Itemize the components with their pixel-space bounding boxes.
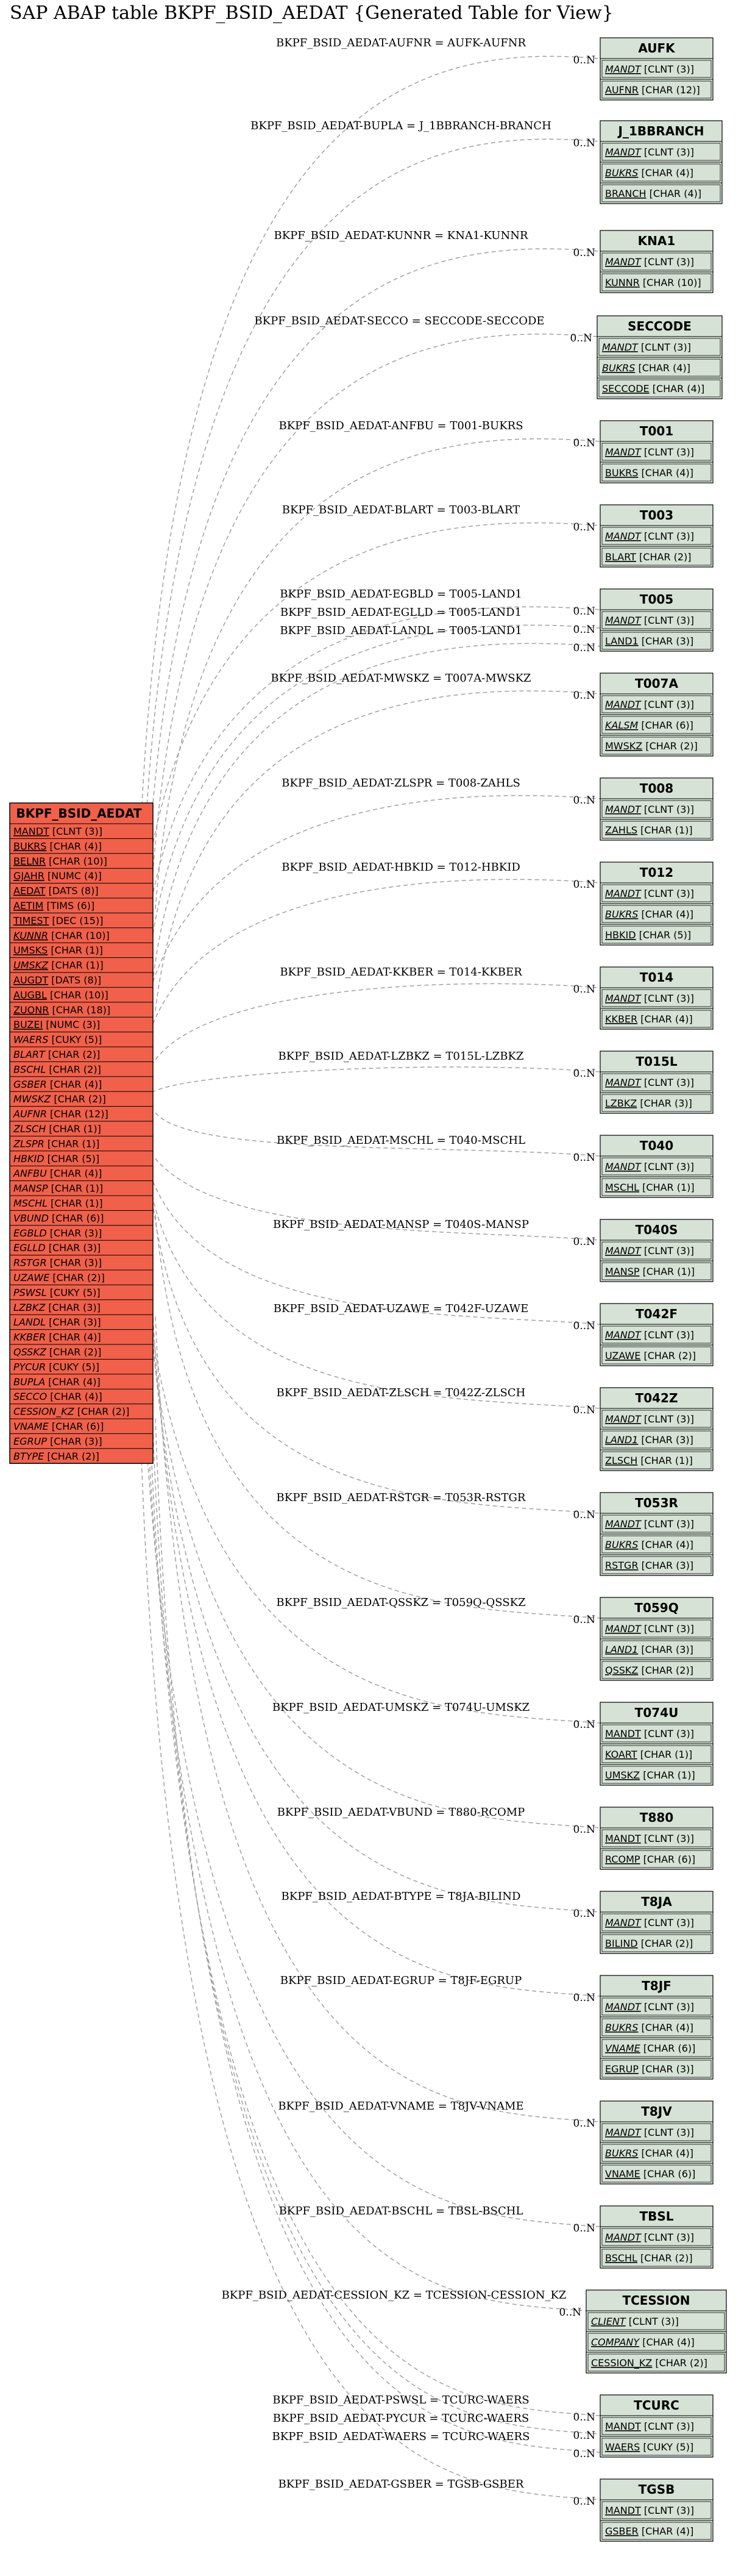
main-field-mschl: MSCHL [CHAR (1)]	[13, 1197, 103, 1209]
relation-label: BKPF_BSID_AEDAT-BLART = T003-BLART	[282, 504, 520, 516]
relation-label: BKPF_BSID_AEDAT-LANDL = T005-LAND1	[280, 624, 522, 637]
field-t012-bukrs: BUKRS [CHAR (4)]	[605, 908, 694, 920]
main-field-mandt: MANDT [CLNT (3)]	[13, 826, 102, 837]
table-tcurc	[600, 2395, 713, 2457]
main-field-umsks: UMSKS [CHAR (1)]	[13, 944, 103, 957]
table-title-j-1bbranch: J_1BBRANCH	[618, 124, 704, 138]
relation-edge	[148, 249, 600, 868]
table-title-tbsl: TBSL	[639, 2209, 674, 2224]
table-t014	[600, 967, 713, 1029]
field-t008-zahls: ZAHLS [CHAR (1)]	[605, 824, 693, 836]
cardinality-label: 0..N	[573, 605, 595, 618]
cardinality-label: 0..N	[573, 137, 595, 149]
main-field-mwskz: MWSKZ [CHAR (2)]	[13, 1093, 106, 1105]
table-title-kna1: KNA1	[637, 234, 676, 248]
field-tgsb-gsber: GSBER [CHAR (4)]	[605, 2525, 694, 2537]
field-tcurc-mandt: MANDT [CLNT (3)]	[605, 2421, 694, 2432]
cardinality-label: 0..N	[573, 2448, 595, 2460]
table-j-1bbranch	[600, 121, 722, 204]
main-field-uzawe: UZAWE [CHAR (2)]	[13, 1272, 105, 1283]
main-field-vname: VNAME [CHAR (6)]	[13, 1421, 104, 1432]
relation-label: BKPF_BSID_AEDAT-ZLSCH = T042Z-ZLSCH	[276, 1386, 526, 1399]
relation-edge	[152, 1194, 600, 1513]
field-tcession-client: CLIENT [CLNT (3)]	[591, 2316, 679, 2327]
cardinality-label: 0..N	[573, 2411, 595, 2424]
field-t040s-mandt: MANDT [CLNT (3)]	[605, 1245, 694, 1257]
field-t053r-bukrs: BUKRS [CHAR (4)]	[605, 1539, 694, 1550]
main-field-gsber: GSBER [CHAR (4)]	[13, 1078, 102, 1090]
relation-label: BKPF_BSID_AEDAT-SECCO = SECCODE-SECCODE	[254, 315, 545, 327]
field-t074u-umskz: UMSKZ [CHAR (1)]	[605, 1769, 695, 1781]
field-tgsb-mandt: MANDT [CLNT (3)]	[605, 2505, 694, 2516]
table-tgsb	[600, 2479, 713, 2541]
relation-edge	[152, 1398, 600, 2434]
table-seccode	[597, 316, 722, 399]
cardinality-label: 0..N	[573, 879, 595, 891]
cardinality-label: 0..N	[570, 332, 592, 344]
relation-label: BKPF_BSID_AEDAT-UMSKZ = T074U-UMSKZ	[272, 1701, 530, 1714]
relation-label: BKPF_BSID_AEDAT-EGLLD = T005-LAND1	[280, 606, 522, 619]
main-field-egbld: EGBLD [CHAR (3)]	[13, 1227, 102, 1239]
table-title-t014: T014	[639, 970, 674, 985]
cardinality-label: 0..N	[573, 521, 595, 533]
cardinality-label: 0..N	[573, 2496, 595, 2508]
field-t8jv-vname: VNAME [CHAR (6)]	[605, 2168, 696, 2180]
field-tcession-company: COMPANY [CHAR (4)]	[591, 2336, 695, 2348]
main-field-landl: LANDL [CHAR (3)]	[13, 1316, 101, 1329]
main-field-buzei: BUZEI [NUMC (3)]	[13, 1019, 101, 1031]
field-j-1bbranch-bukrs: BUKRS [CHAR (4)]	[605, 167, 694, 179]
field-kna1-kunnr: KUNNR [CHAR (10)]	[605, 277, 701, 288]
field-t053r-mandt: MANDT [CLNT (3)]	[605, 1518, 694, 1530]
cardinality-label: 0..N	[573, 794, 595, 807]
table-title-t008: T008	[639, 781, 674, 796]
main-field-egrup: EGRUP [CHAR (3)]	[13, 1435, 102, 1447]
main-field-pswsl: PSWSL [CUKY (5)]	[13, 1286, 101, 1299]
table-title-tgsb: TGSB	[638, 2482, 675, 2497]
relation-edge	[152, 643, 600, 990]
main-field-bukrs: BUKRS [CHAR (4)]	[13, 840, 102, 852]
cardinality-label: 0..N	[573, 2430, 595, 2442]
relation-edge	[144, 139, 600, 847]
field-t014-kkber: KKBER [CHAR (4)]	[605, 1013, 693, 1025]
field-t040s-mansp: MANSP [CHAR (1)]	[605, 1266, 695, 1277]
main-field-cession-kz: CESSION_KZ [CHAR (2)]	[13, 1405, 130, 1418]
cardinality-label: 0..N	[573, 624, 595, 636]
relation-label: BKPF_BSID_AEDAT-BUPLA = J_1BBRANCH-BRANCH	[250, 120, 551, 132]
field-t014-mandt: MANDT [CLNT (3)]	[605, 993, 694, 1004]
main-table	[10, 803, 153, 1463]
table-title-seccode: SECCODE	[628, 319, 692, 334]
table-t8jv	[600, 2101, 713, 2184]
field-t015l-lzbkz: LZBKZ [CHAR (3)]	[605, 1097, 692, 1109]
relation-label: BKPF_BSID_AEDAT-WAERS = TCURC-WAERS	[272, 2430, 530, 2443]
relation-labels	[222, 37, 596, 2508]
field-t880-rcomp: RCOMP [CHAR (6)]	[605, 1854, 696, 1865]
table-t042z	[600, 1388, 713, 1471]
table-t040	[600, 1135, 713, 1197]
field-j-1bbranch-branch: BRANCH [CHAR (4)]	[605, 188, 702, 199]
field-t8jf-vname: VNAME [CHAR (6)]	[605, 2043, 696, 2054]
main-field-bupla: BUPLA [CHAR (4)]	[13, 1375, 101, 1388]
relation-label: BKPF_BSID_AEDAT-MSCHL = T040-MSCHL	[276, 1134, 526, 1147]
table-title-tcession: TCESSION	[622, 2293, 690, 2308]
main-table-title: BKPF_BSID_AEDAT	[16, 806, 142, 821]
field-t007a-mwskz: MWSKZ [CHAR (2)]	[605, 740, 698, 752]
field-t040-mschl: MSCHL [CHAR (1)]	[605, 1182, 695, 1193]
table-t007a	[600, 673, 713, 756]
field-t015l-mandt: MANDT [CLNT (3)]	[605, 1077, 694, 1088]
main-field-gjahr: GJAHR [NUMC (4)]	[13, 870, 102, 882]
table-t059q	[600, 1597, 713, 1680]
field-tbsl-bschl: BSCHL [CHAR (2)]	[605, 2252, 693, 2264]
relation-edge	[152, 1067, 600, 1093]
main-field-umskz: UMSKZ [CHAR (1)]	[13, 959, 104, 971]
main-field-secco: SECCO [CHAR (4)]	[13, 1391, 102, 1403]
field-aufk-mandt: MANDT [CLNT (3)]	[605, 63, 694, 75]
main-field-pycur: PYCUR [CUKY (5)]	[13, 1361, 100, 1373]
table-title-t8jf: T8JF	[642, 1978, 671, 1993]
main-field-eglld: EGLLD [CHAR (3)]	[13, 1242, 101, 1254]
cardinality-label: 0..N	[573, 1992, 595, 2004]
table-t008	[600, 778, 713, 840]
main-field-augbl: AUGBL [CHAR (10)]	[13, 989, 108, 1001]
field-t059q-qsskz: QSSKZ [CHAR (2)]	[605, 1664, 693, 1676]
field-t005-mandt: MANDT [CLNT (3)]	[605, 615, 694, 626]
table-title-t074u: T074U	[634, 1705, 679, 1720]
table-t8jf	[600, 1975, 713, 2079]
relation-label: BKPF_BSID_AEDAT-HBKID = T012-HBKID	[282, 861, 520, 874]
field-t042z-land1: LAND1 [CHAR (3)]	[605, 1434, 693, 1446]
field-t042z-zlsch: ZLSCH [CHAR (1)]	[605, 1455, 693, 1466]
relation-label: BKPF_BSID_AEDAT-RSTGR = T053R-RSTGR	[276, 1491, 526, 1504]
cardinality-label: 0..N	[573, 642, 595, 654]
cardinality-label: 0..N	[573, 1824, 595, 1836]
field-aufk-aufnr: AUFNR [CHAR (12)]	[605, 84, 700, 96]
field-seccode-bukrs: BUKRS [CHAR (4)]	[602, 362, 691, 374]
relation-edge	[155, 1215, 600, 1618]
field-t008-mandt: MANDT [CLNT (3)]	[605, 804, 694, 815]
field-t059q-mandt: MANDT [CLNT (3)]	[605, 1623, 694, 1635]
field-t059q-land1: LAND1 [CHAR (3)]	[605, 1644, 693, 1655]
relation-edge	[141, 1337, 600, 2227]
cardinality-label: 0..N	[559, 2307, 581, 2319]
relation-label: BKPF_BSID_AEDAT-UZAWE = T042F-UZAWE	[273, 1302, 529, 1315]
table-t003	[600, 505, 713, 567]
relation-label: BKPF_BSID_AEDAT-BSCHL = TBSL-BSCHL	[278, 2205, 523, 2217]
relation-label: BKPF_BSID_AEDAT-AUFNR = AUFK-AUFNR	[275, 37, 526, 49]
cardinality-label: 0..N	[573, 54, 595, 66]
table-title-t003: T003	[639, 508, 674, 523]
table-t005	[600, 589, 713, 651]
field-t8jv-bukrs: BUKRS [CHAR (4)]	[605, 2147, 694, 2159]
relation-edge	[144, 1255, 600, 1828]
table-t015l	[600, 1051, 713, 1113]
table-title-t8jv: T8JV	[641, 2104, 672, 2119]
relation-label: BKPF_BSID_AEDAT-ANFBU = T001-BUKRS	[278, 419, 523, 432]
table-aufk	[600, 38, 713, 100]
relation-label: BKPF_BSID_AEDAT-CESSION_KZ = TCESSION-CESSION_KZ	[221, 2289, 567, 2302]
field-t8ja-bilind: BILIND [CHAR (2)]	[605, 1938, 693, 1949]
main-field-btype: BTYPE [CHAR (2)]	[13, 1450, 99, 1462]
diagram-title: SAP ABAP table BKPF_BSID_AEDAT {Generated Table for View}	[10, 2, 614, 24]
relation-edge	[148, 1174, 600, 1408]
cardinality-label: 0..N	[573, 983, 595, 996]
main-field-aufnr: AUFNR [CHAR (12)]	[13, 1108, 108, 1120]
table-title-t880: T880	[639, 1810, 674, 1825]
main-field-anfbu: ANFBU [CHAR (4)]	[13, 1168, 102, 1180]
main-field-zlsch: ZLSCH [CHAR (1)]	[13, 1123, 101, 1135]
table-tbsl	[600, 2206, 713, 2268]
main-field-kkber: KKBER [CHAR (4)]	[13, 1331, 101, 1343]
table-title-t053r: T053R	[635, 1496, 678, 1510]
cardinality-label: 0..N	[573, 1404, 595, 1416]
field-seccode-mandt: MANDT [CLNT (3)]	[602, 341, 691, 353]
cardinality-label: 0..N	[573, 690, 595, 702]
relation-label: BKPF_BSID_AEDAT-KUNNR = KNA1-KUNNR	[274, 229, 528, 242]
field-t880-mandt: MANDT [CLNT (3)]	[605, 1833, 694, 1844]
table-tcession	[586, 2290, 726, 2373]
relation-label: BKPF_BSID_AEDAT-EGRUP = T8JF-EGRUP	[280, 1974, 522, 1987]
field-t001-bukrs: BUKRS [CHAR (4)]	[605, 467, 694, 479]
main-field-waers: WAERS [CUKY (5)]	[13, 1033, 102, 1046]
relation-label: BKPF_BSID_AEDAT-PSWSL = TCURC-WAERS	[272, 2394, 530, 2407]
table-title-t001: T001	[639, 424, 674, 438]
main-field-zuonr: ZUONR [CHAR (18)]	[13, 1004, 111, 1016]
table-title-t040: T040	[639, 1138, 674, 1153]
table-title-aufk: AUFK	[638, 41, 675, 55]
main-field-mansp: MANSP [CHAR (1)]	[13, 1182, 104, 1194]
table-title-t005: T005	[639, 592, 674, 607]
cardinality-label: 0..N	[573, 1320, 595, 1332]
field-t003-blart: BLART [CHAR (2)]	[605, 551, 692, 563]
field-t8jf-bukrs: BUKRS [CHAR (4)]	[605, 2022, 694, 2033]
table-title-t8ja: T8JA	[641, 1894, 672, 1909]
field-t8jf-egrup: EGRUP [CHAR (3)]	[605, 2063, 694, 2075]
main-field-rstgr: RSTGR [CHAR (3)]	[13, 1257, 102, 1269]
table-t012	[600, 862, 713, 945]
table-t040s	[600, 1219, 713, 1282]
table-title-t007a: T007A	[635, 676, 678, 691]
cardinality-label: 0..N	[573, 1719, 595, 1731]
relation-label: BKPF_BSID_AEDAT-EGBLD = T005-LAND1	[280, 588, 522, 601]
main-field-blart: BLART [CHAR (2)]	[13, 1049, 101, 1060]
cardinality-label: 0..N	[573, 1236, 595, 1248]
field-tcurc-waers: WAERS [CUKY (5)]	[605, 2441, 694, 2453]
field-seccode-seccode: SECCODE [CHAR (4)]	[602, 383, 705, 394]
field-t8ja-mandt: MANDT [CLNT (3)]	[605, 1917, 694, 1928]
field-t007a-kalsm: KALSM [CHAR (6)]	[605, 719, 693, 731]
cardinality-label: 0..N	[573, 2118, 595, 2130]
field-t012-mandt: MANDT [CLNT (3)]	[605, 888, 694, 899]
relation-edge	[141, 796, 600, 1032]
table-title-t015l: T015L	[636, 1054, 678, 1069]
relation-edge	[155, 1317, 600, 2122]
cardinality-label: 0..N	[573, 1152, 595, 1164]
field-j-1bbranch-mandt: MANDT [CLNT (3)]	[605, 146, 694, 158]
field-t042z-mandt: MANDT [CLNT (3)]	[605, 1413, 694, 1425]
main-field-hbkid: HBKID [CHAR (5)]	[13, 1152, 100, 1165]
relation-label: BKPF_BSID_AEDAT-QSSKZ = T059Q-QSSKZ	[276, 1596, 526, 1609]
field-t042f-uzawe: UZAWE [CHAR (2)]	[605, 1350, 696, 1361]
field-t053r-rstgr: RSTGR [CHAR (3)]	[605, 1560, 694, 1571]
table-t001	[600, 421, 713, 483]
field-t042f-mandt: MANDT [CLNT (3)]	[605, 1329, 694, 1341]
main-field-aedat: AEDAT [DATS (8)]	[13, 885, 99, 897]
cardinality-label: 0..N	[573, 247, 595, 259]
field-t040-mandt: MANDT [CLNT (3)]	[605, 1161, 694, 1172]
relation-label: BKPF_BSID_AEDAT-ZLSPR = T008-ZAHLS	[282, 777, 520, 790]
cardinality-label: 0..N	[573, 1614, 595, 1626]
field-tbsl-mandt: MANDT [CLNT (3)]	[605, 2232, 694, 2243]
field-t003-mandt: MANDT [CLNT (3)]	[605, 530, 694, 542]
table-t042f	[600, 1304, 713, 1366]
cardinality-label: 0..N	[573, 1908, 595, 1920]
main-field-kunnr: KUNNR [CHAR (10)]	[13, 929, 110, 941]
main-field-zlspr: ZLSPR [CHAR (1)]	[13, 1138, 100, 1150]
main-field-timest: TIMEST [DEC (15)]	[13, 915, 104, 927]
relation-label: BKPF_BSID_AEDAT-VBUND = T880-RCOMP	[277, 1806, 525, 1819]
relation-label: BKPF_BSID_AEDAT-GSBER = TGSB-GSBER	[278, 2478, 524, 2491]
table-t8ja	[600, 1891, 713, 1953]
table-kna1	[600, 230, 713, 293]
relation-label: BKPF_BSID_AEDAT-KKBER = T014-KKBER	[280, 966, 522, 979]
relation-edge	[155, 691, 600, 1011]
field-t012-hbkid: HBKID [CHAR (5)]	[605, 929, 692, 941]
field-t074u-koart: KOART [CHAR (1)]	[605, 1749, 693, 1760]
cardinality-label: 0..N	[573, 1509, 595, 1521]
table-title-tcurc: TCURC	[634, 2398, 679, 2413]
main-field-augdt: AUGDT [DATS (8)]	[13, 974, 102, 986]
cardinality-label: 0..N	[573, 1068, 595, 1080]
main-field-vbund: VBUND [CHAR (6)]	[13, 1212, 104, 1224]
relation-label: BKPF_BSID_AEDAT-BTYPE = T8JA-BILIND	[281, 1890, 521, 1903]
field-kna1-mandt: MANDT [CLNT (3)]	[605, 256, 694, 268]
relation-label: BKPF_BSID_AEDAT-VNAME = T8JV-VNAME	[278, 2100, 524, 2113]
table-title-t042f: T042F	[635, 1307, 678, 1321]
table-title-t012: T012	[639, 865, 674, 880]
table-title-t059q: T059Q	[634, 1600, 679, 1615]
relation-label: BKPF_BSID_AEDAT-MANSP = T040S-MANSP	[273, 1218, 529, 1231]
table-title-t042z: T042Z	[635, 1391, 678, 1405]
field-t8jv-mandt: MANDT [CLNT (3)]	[605, 2127, 694, 2138]
relation-label: BKPF_BSID_AEDAT-MWSKZ = T007A-MWSKZ	[271, 672, 531, 685]
table-t074u	[600, 1702, 713, 1785]
main-field-lzbkz: LZBKZ [CHAR (3)]	[13, 1301, 101, 1313]
main-field-qsskz: QSSKZ [CHAR (2)]	[13, 1346, 102, 1358]
cardinality-label: 0..N	[573, 437, 595, 449]
main-field-aetim: AETIM [TIMS (6)]	[13, 900, 95, 912]
table-title-t040s: T040S	[635, 1222, 678, 1237]
cardinality-label: 0..N	[573, 2222, 595, 2235]
main-field-bschl: BSCHL [CHAR (2)]	[13, 1063, 101, 1076]
table-t053r	[600, 1493, 713, 1575]
table-t880	[600, 1807, 713, 1869]
relation-edge	[144, 1154, 600, 1324]
relation-label: BKPF_BSID_AEDAT-LZBKZ = T015L-LZBKZ	[278, 1050, 524, 1063]
relation-label: BKPF_BSID_AEDAT-PYCUR = TCURC-WAERS	[272, 2412, 530, 2425]
field-t005-land1: LAND1 [CHAR (3)]	[605, 635, 694, 647]
field-t8jf-mandt: MANDT [CLNT (3)]	[605, 2001, 694, 2013]
field-t007a-mandt: MANDT [CLNT (3)]	[605, 699, 694, 710]
field-tcession-cession-kz: CESSION_KZ [CHAR (2)]	[591, 2357, 707, 2369]
relation-edge	[141, 56, 600, 827]
field-t001-mandt: MANDT [CLNT (3)]	[605, 446, 694, 458]
main-field-belnr: BELNR [CHAR (10)]	[13, 855, 107, 867]
field-t074u-mandt: MANDT [CLNT (3)]	[605, 1728, 694, 1739]
